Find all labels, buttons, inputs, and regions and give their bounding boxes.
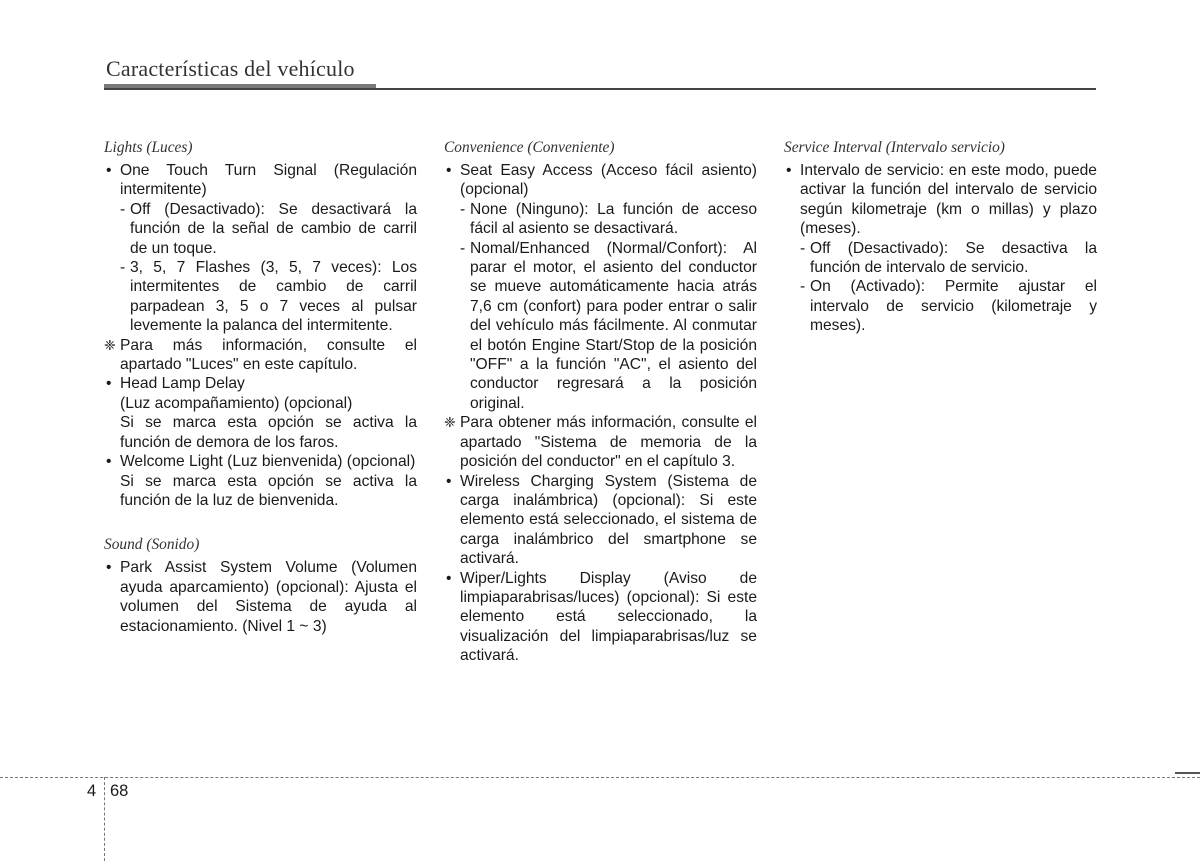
item-label: Wireless Charging System (Sistema de carga inalámbrica) (opcional): Si este elemento está seleccionado, el sistema de carga inalámbrico del smartphone se activará. xyxy=(460,472,757,568)
bullet-icon: • xyxy=(106,375,112,393)
list-item-seat-easy-access xyxy=(444,161,757,200)
dash-icon: - xyxy=(120,259,126,277)
note-text: Para más información, consulte el apartado "Luces" en este capítulo. xyxy=(120,336,417,374)
dash-icon: - xyxy=(120,200,126,218)
item-label: One Touch Turn Signal (Regulación intermitente) xyxy=(120,162,417,199)
note-text: Para obtener más información, consulte el apartado "Sistema de memoria de la posición del conductor" en el capítulo 3. xyxy=(460,414,757,471)
list-item-service-interval xyxy=(784,161,1097,239)
bullet-icon: • xyxy=(446,162,452,179)
sub-item-text: Off (Desactivado): Se desactiva la función de intervalo de servicio. xyxy=(810,239,1097,277)
sub-item-on xyxy=(784,277,1097,335)
section-heading-lights: Lights (Luces) xyxy=(104,139,193,156)
sub-item-text: On (Activado): Permite ajustar el intervalo de servicio (kilometraje y meses). xyxy=(810,278,1097,335)
sub-item-text: 3, 5, 7 Flashes (3, 5, 7 veces): Los intermitentes de cambio de carril parpadean 3, 5 o 7 veces al pulsar levemente la palanca del intermitente. xyxy=(130,259,417,335)
footer-divider xyxy=(0,777,1200,778)
list-item-head-lamp-delay xyxy=(104,374,417,393)
note-lights xyxy=(104,336,417,375)
item-label: Intervalo de servicio: en este modo, puede activar la función del intervalo de servicio según kilometraje (km o millas) y plazo (meses). xyxy=(800,162,1097,238)
column-middle xyxy=(444,138,757,666)
item-description: Si se marca esta opción se activa la función de demora de los faros. xyxy=(120,414,417,451)
section-heading-service-interval: Service Interval (Intervalo servicio) xyxy=(784,139,1005,156)
list-item-welcome-light xyxy=(104,452,417,471)
sub-item-off xyxy=(104,200,417,258)
dash-icon: - xyxy=(800,239,806,257)
column-right xyxy=(784,138,1097,336)
sub-item-off xyxy=(784,239,1097,278)
footer-vertical-divider xyxy=(104,777,105,861)
note-icon: ❈ xyxy=(104,336,116,353)
item-label: Head Lamp Delay xyxy=(120,375,245,393)
sub-item-text: Nomal/Enhanced (Normal/Confort): Al parar el motor, el asiento del conductor se mueve automáticamente hacia atrás 7,6 cm (confort) para poder entrar o salir del vehículo más fácilmente. Al conmutar el botón Engine Start/Stop de la posición "OFF" a la función "AC", el asiento del conductor regresará a la posición original. xyxy=(470,239,757,412)
item-label: Wiper/Lights Display (Aviso de limpiaparabrisas/luces) (opcional): Si este elemento está seleccionado, la visualización del limpiaparabrisas/luz se activará. xyxy=(460,569,757,665)
bullet-icon: • xyxy=(446,472,452,490)
list-item-wiper-lights-display xyxy=(444,569,757,666)
list-item-park-assist-volume xyxy=(104,558,417,636)
item-label: Welcome Light (Luz bienvenida) (opcional) xyxy=(120,453,416,471)
sub-item-normal-enhanced xyxy=(444,239,757,414)
bullet-icon: • xyxy=(446,569,452,587)
dash-icon: - xyxy=(460,200,466,218)
list-item-wireless-charging xyxy=(444,472,757,569)
column-left xyxy=(104,138,417,636)
item-description: Si se marca esta opción se activa la función de la luz de bienvenida. xyxy=(120,472,417,509)
bullet-icon: • xyxy=(786,162,792,179)
bullet-icon: • xyxy=(106,453,112,471)
note-icon: ❈ xyxy=(444,414,456,431)
footer-edge-mark xyxy=(1175,772,1200,774)
bullet-icon: • xyxy=(106,162,112,179)
header-rule xyxy=(104,88,1096,90)
list-item-one-touch-turn-signal xyxy=(104,161,417,200)
dash-icon: - xyxy=(800,278,806,296)
chapter-number: 4 xyxy=(87,782,97,800)
item-label-continued: (Luz acompañamiento) (opcional) xyxy=(120,394,353,412)
sub-item-none xyxy=(444,200,757,239)
bullet-icon: • xyxy=(106,559,112,577)
sub-item-text: Off (Desactivado): Se desactivará la función de la señal de cambio de carril de un toque. xyxy=(130,200,417,257)
item-label: Park Assist System Volume (Volumen ayuda aparcamiento) (opcional): Ajusta el volumen del Sistema de ayuda al estacionamiento. (Nivel 1 ~ 3) xyxy=(120,559,417,635)
page-number: 68 xyxy=(110,782,129,800)
section-heading-sound: Sound (Sonido) xyxy=(104,536,200,554)
item-label: Seat Easy Access (Acceso fácil asiento) (opcional) xyxy=(460,162,757,199)
page-header-title: Características del vehículo xyxy=(106,56,355,81)
note-convenience xyxy=(444,413,757,471)
section-heading-convenience: Convenience (Conveniente) xyxy=(444,139,615,156)
sub-item-flashes xyxy=(104,258,417,336)
sub-item-text: None (Ninguno): La función de acceso fácil al asiento se desactivará. xyxy=(470,200,757,238)
dash-icon: - xyxy=(460,239,466,257)
